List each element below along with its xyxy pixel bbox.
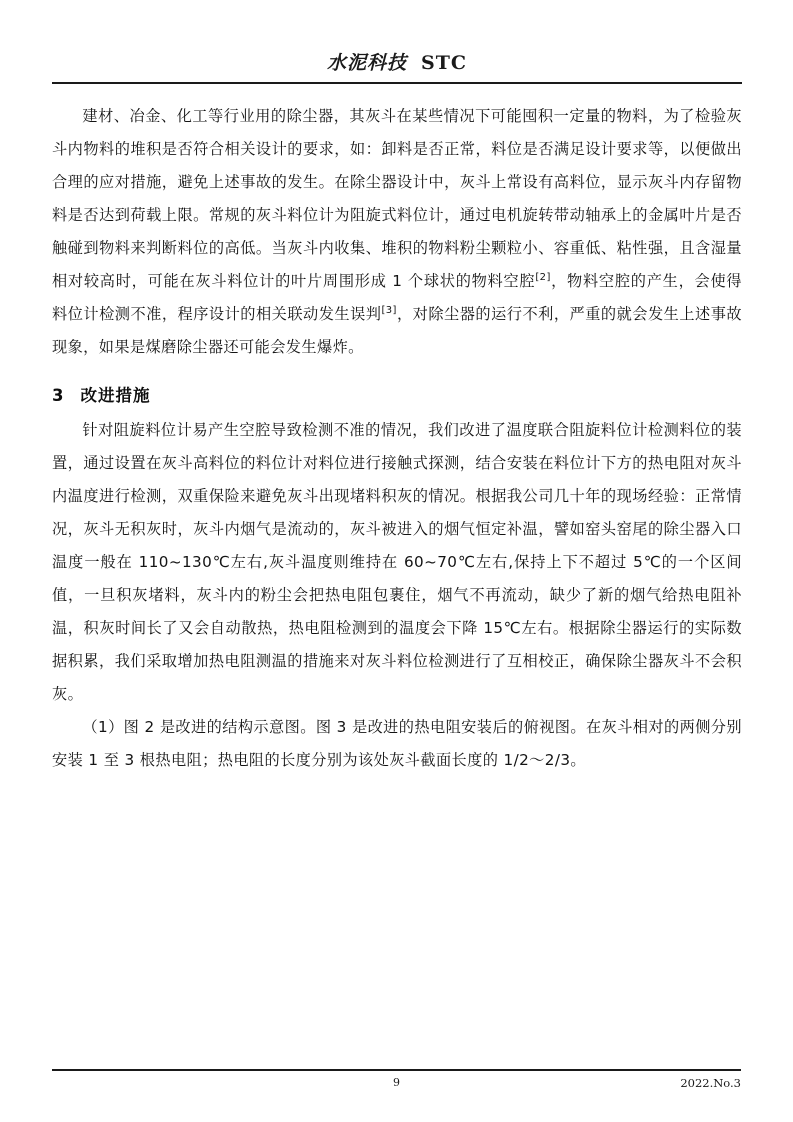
paragraph-1-part-a: 建材、冶金、化工等行业用的除尘器，其灰斗在某些情况下可能囤积一定量的物料，为了检验灰斗内物料的堆积是否符合相关设计的要求，如：卸料是否正常，料位是否满足设计要求等，以便做出合理的应对措施，避免上述事故的发生。在除尘器设计中，灰斗上常设有高料位，显示灰斗内存留物料是否达到荷载上限。常规的灰斗料位计为阻旋式料位计，通过电机旋转带动轴承上的金属叶片是否触碰到物料来判断料位的高低。当灰斗内收集、堆积的物料粉尘颗粒小、容重低、粘性强，且含湿量相对较高时，可能在灰斗料位计的叶片周围形成 1 个球状的物料空腔 (52, 107, 742, 290)
document-body (52, 100, 742, 777)
section-heading-3 (52, 382, 742, 406)
journal-title-en: STC (421, 52, 467, 74)
paragraph-2: 针对阻旋料位计易产生空腔导致检测不准的情况，我们改进了温度联合阻旋料位计检测料位的装置，通过设置在灰斗高料位的料位计对料位进行接触式探测，结合安装在料位计下方的热电阻对灰斗内温度进行检测，双重保险来避免灰斗出现堵料积灰的情况。根据我公司几十年的现场经验：正常情况，灰斗无积灰时，灰斗内烟气是流动的，灰斗被进入的烟气恒定补温，譬如窑头窑尾的除尘器入口温度一般在 110~130℃左右,灰斗温度则维持在 60~70℃左右,保持上下不超过 5℃的一个区间值，一旦积灰堵料，灰斗内的粉尘会把热电阻包裹住，烟气不再流动，缺少了新的烟气给热电阻补温，积灰时间长了又会自动散热，热电阻检测到的温度会下降 15℃左右。根据除尘器运行的实际数据积累，我们采取增加热电阻测温的措施来对灰斗料位检测进行了互相校正，确保除尘器灰斗不会积灰。 (52, 421, 742, 703)
reference-marker-2: [2] (535, 271, 551, 283)
page-footer (52, 1069, 741, 1094)
paragraph-1-part-b: ，物料空腔的产生，会使得料位计检测不准，程序设计的相关联动发生误判 (52, 272, 742, 323)
page-content-area (52, 26, 742, 1096)
header-divider (52, 82, 742, 84)
issue-label: 2022.No.3 (680, 1076, 741, 1090)
journal-title-cn: 水泥科技 (327, 52, 408, 74)
page-header (52, 26, 742, 84)
page-number: 9 (393, 1076, 400, 1089)
journal-title (327, 48, 467, 75)
paragraph-1-part-c: ，对除尘器的运行不利，严重的就会发生上述事故现象，如果是煤磨除尘器还可能会发生爆炸。 (52, 305, 742, 356)
section-heading-3-title: 改进措施 (80, 386, 151, 405)
section-heading-3-number: 3 (52, 386, 65, 405)
footer-divider (52, 1069, 741, 1071)
footer-row (52, 1076, 741, 1094)
reference-marker-3: [3] (381, 304, 397, 316)
paragraph-1 (52, 100, 742, 364)
paragraph-3: （1）图 2 是改进的结构示意图。图 3 是改进的热电阻安装后的俯视图。在灰斗相对的两侧分别安装 1 至 3 根热电阻；热电阻的长度分别为该处灰斗截面长度的 1/2～2/3。 (52, 718, 742, 769)
